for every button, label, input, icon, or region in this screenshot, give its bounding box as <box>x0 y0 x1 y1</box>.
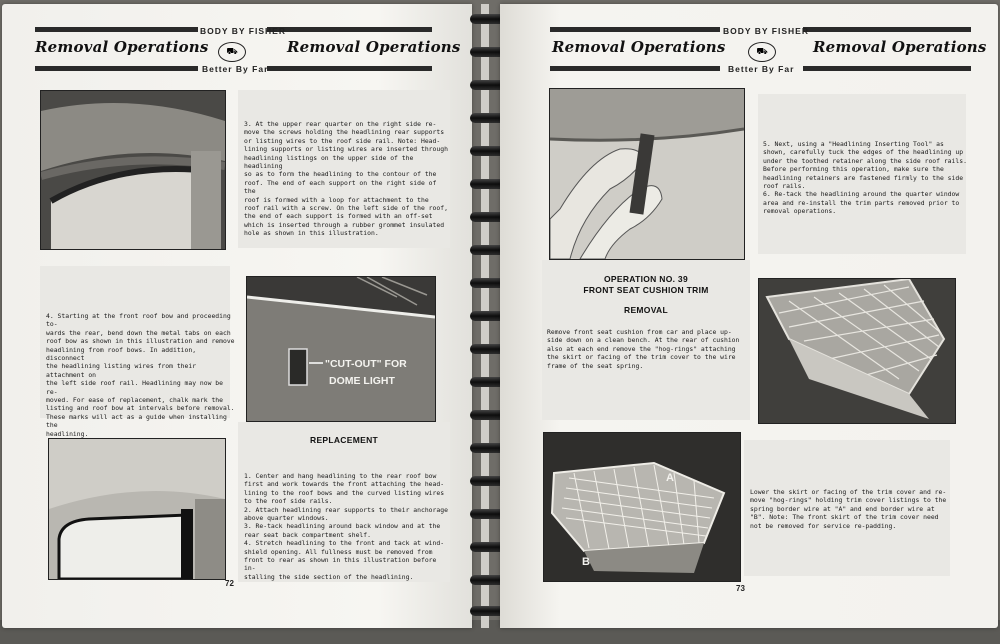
header-brand: BODY BY FISHER <box>723 26 809 36</box>
step-5-6-text: 5. Next, using a "Headlining Inserting Tool" as shown, carefully tuck the edges of the headlining up under the toothed retainer along the side roof rails. Before performing this operation, make sure the headlining retainers are fastened firmly to the side roof rails. 6. Re-tack the headlining around the quarter window area and re-install the trim parts removed prior to removal operations. <box>763 140 967 216</box>
seat-spring-frame-illustration <box>544 433 740 581</box>
header-bar <box>550 66 720 71</box>
header-title: Removal Operations <box>287 38 461 56</box>
photo-headlining-rear-quarter <box>40 90 226 250</box>
dome-light-cutout-illustration <box>247 277 435 421</box>
photo-seat-spring-frame <box>543 432 741 582</box>
left-header <box>2 22 472 78</box>
header-bar <box>35 27 198 32</box>
right-page <box>500 4 998 628</box>
step-3-text: 3. At the upper rear quarter on the right side re- move the screws holding the headlining rear supports or listing wires to the roof side rail. Note: Head- lining supports or listing wires are inserted through headlining listings on the upper side of the headlining so as to form the headlining to the contour of the roof. The end of each support on the right side of the roof is formed with a loop for attachment to the roof rail with a screw. On the left side of the roof, the end of each support is formed with an off-set which is inserted through a rubber grommet insulated hole as shown in this illustration. <box>244 120 448 238</box>
page-number-left: 72 <box>225 579 234 588</box>
header-bar <box>550 27 720 32</box>
back-window-illustration <box>49 439 225 579</box>
header-bar <box>267 27 432 32</box>
inserting-tool-illustration <box>550 89 744 259</box>
right-header <box>500 22 998 78</box>
label-a: A <box>666 472 674 484</box>
header-bar <box>803 27 971 32</box>
photo-headlining-inserting-tool <box>549 88 745 260</box>
replacement-text: 1. Center and hang headlining to the rear roof bow first and work towards the front attaching the head- lining to the roof bows and the curved listing wires to the roof side rails. 2. Attach headlining rear supports to their anchorage above quarter windows. 3. Re-tack headlining around back window and at the rear seat back compartment shelf. 4. Stretch headlining to the front and tack at wind- shield opening. All fullness must be removed from front to rear as shown in this illustration before in- stalling the side section of the headlining. <box>244 472 448 581</box>
header-tagline: Better By Far <box>202 64 269 74</box>
removal-text: Remove front seat cushion from car and place up- side down on a clean bench. At the rear of cushion also at each end remove the "hog-rings" attaching the skirt or facing of the trim cover to the wire frame of the seat spring. <box>547 328 740 370</box>
headlining-rear-quarter-illustration <box>41 91 225 249</box>
photo-seat-cushion-underside <box>758 278 956 424</box>
header-bar <box>803 66 971 71</box>
replacement-heading: REPLACEMENT <box>310 435 378 445</box>
header-title: Removal Operations <box>552 38 726 56</box>
left-page <box>2 4 472 628</box>
page-number-right: 73 <box>736 584 745 593</box>
header-title: Removal Operations <box>813 38 987 56</box>
header-bar <box>267 66 432 71</box>
header-bar <box>35 66 198 71</box>
cutout-caption-2: DOME LIGHT <box>329 375 395 387</box>
header-brand: BODY BY FISHER <box>200 26 286 36</box>
label-b: B <box>582 556 590 568</box>
header-tagline: Better By Far <box>728 64 795 74</box>
removal-heading: REMOVAL <box>624 305 668 315</box>
step-4-text: 4. Starting at the front roof bow and proceeding to- wards the rear, bend down the metal tabs on each roof bow as shown in this illustration and remove headlining from roof bows. In addition, disconnect the headlining listing wires from their attachment on the left side roof rail. Headlining may now be re- moved. For ease of replacement, chalk mark the listing and roof bow at intervals before removal. These marks will act as a guide when installing the headlining. <box>46 312 235 438</box>
cutout-caption-1: "CUT-OUT" FOR <box>325 358 407 370</box>
header-title: Removal Operations <box>35 38 209 56</box>
seat-cushion-underside-illustration <box>759 279 955 423</box>
operation-subheading: FRONT SEAT CUSHION TRIM <box>583 285 709 295</box>
lower-skirt-text: Lower the skirt or facing of the trim cover and re- move "hog-rings" holding trim cover listings to the spring border wire at "A" and end border wire at "B". Note: The front skirt of the trim cover need not be removed for service re-padding. <box>750 488 947 530</box>
photo-headlining-back-window <box>48 438 226 580</box>
operation-heading: OPERATION NO. 39 <box>604 274 688 284</box>
photo-dome-light-cutout <box>246 276 436 422</box>
fisher-coach-logo-icon: ⛟ <box>218 42 246 62</box>
fisher-coach-logo-icon: ⛟ <box>748 42 776 62</box>
